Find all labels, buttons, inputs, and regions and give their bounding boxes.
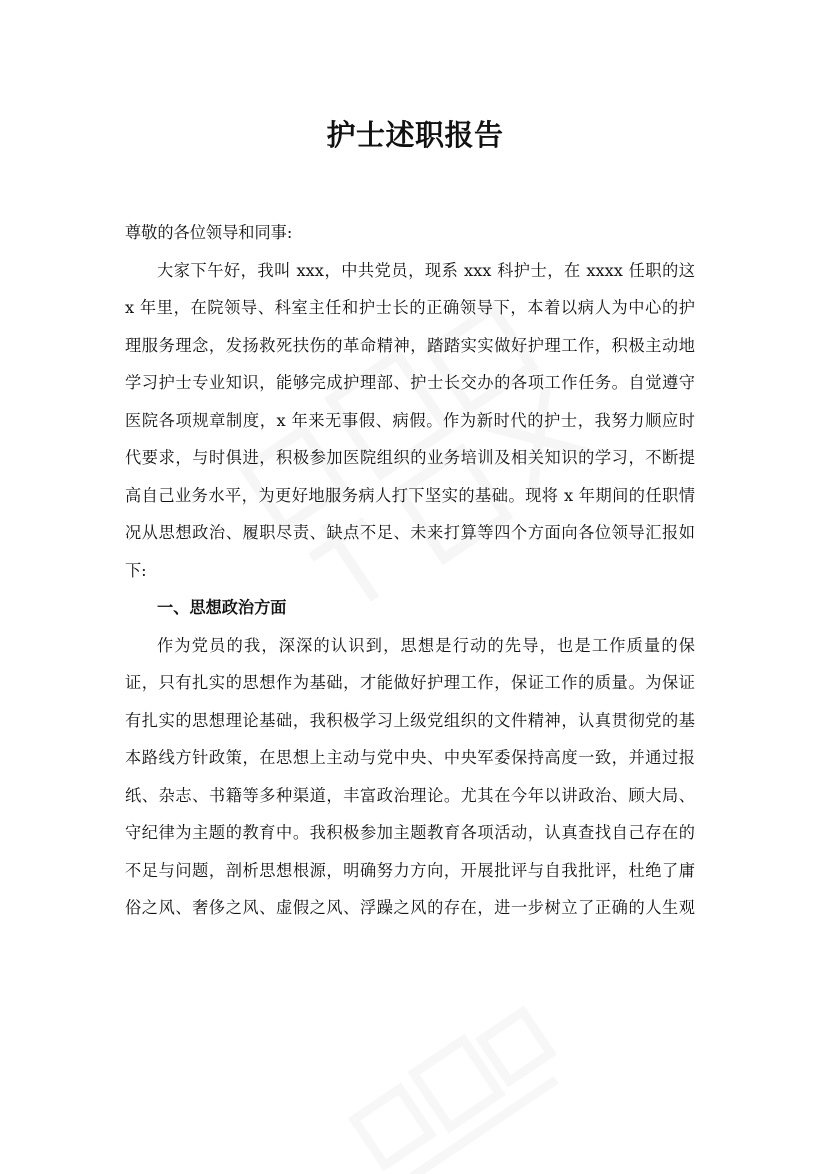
document-body [125,214,695,927]
section-line: 纸、杂志、书籍等多种渠道，丰富政治理论。尤其在今年以讲政治、顾大局、 [125,785,695,805]
intro-line: 医院各项规章制度，x 年来无事假、病假。作为新时代的护士，我努力顺应时 [125,410,695,430]
intro-line: 理服务理念，发扬救死扶伤的革命精神，踏踏实实做好护理工作，积极主动地 [125,335,695,355]
section-heading: 一、思想政治方面 [157,598,287,617]
intro-line: x 年里，在院领导、科室主任和护士长的正确领导下，本着以病人为中心的护 [125,298,695,317]
salutation: 尊敬的各位领导和同事: [125,223,293,242]
intro-line: 代要求，与时俱进，积极参加医院组织的业务培训及相关知识的学习，不断提 [125,448,695,467]
intro-line: 况从思想政治、履职尽责、缺点不足、未来打算等四个方面向各位领导汇报如 [125,523,695,542]
section-line: 有扎实的思想理论基础，我积极学习上级党组织的文件精神，认真贯彻党的基 [125,710,695,730]
intro-line: 学习护士专业知识，能够完成护理部、护士长交办的各项工作任务。自觉遵守 [125,373,695,392]
section-line: 证，只有扎实的思想作为基础，才能做好护理工作，保证工作的质量。为保证 [125,673,695,692]
section-line: 俗之风、奢侈之风、虚假之风、浮躁之风的存在，进一步树立了正确的人生观 [125,898,695,917]
watermark-logo-bottom [335,985,596,1174]
document-title: 护士述职报告 [326,118,504,152]
intro-line: 高自己业务水平，为更好地服务病人打下坚实的基础。现将 x 年期间的任职情 [125,485,695,505]
intro-line: 下: [125,560,147,580]
section-line: 不足与问题，剖析思想根源，明确努力方向，开展批评与自我批评，杜绝了庸 [125,860,695,880]
intro-line: 大家下午好，我叫 xxx，中共党员，现系 xxx 科护士，在 xxxx 任职的这 [157,260,695,280]
section-line: 作为党员的我，深深的认识到，思想是行动的先导，也是工作质量的保 [157,635,695,655]
section-line: 本路线方针政策，在思想上主动与党中央、中央军委保持高度一致，并通过报 [125,748,695,767]
section-line: 守纪律为主题的教育中。我积极参加主题教育各项活动，认真查找自己存在的 [125,823,695,842]
